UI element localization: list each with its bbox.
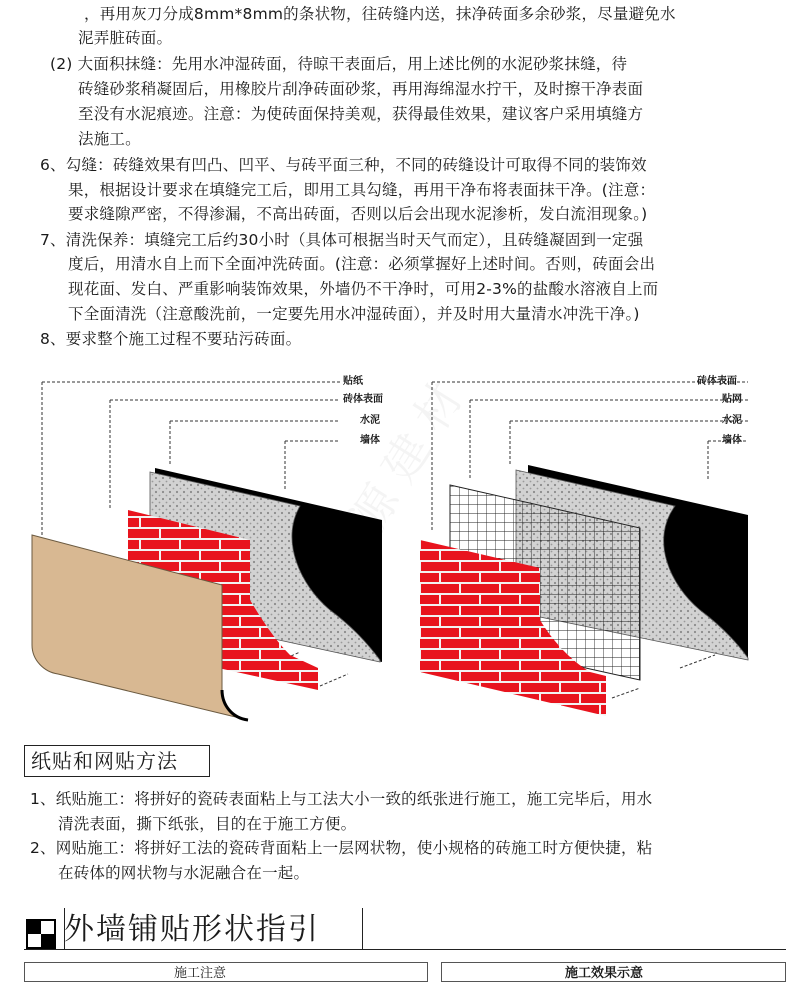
left-label-paper: 贴纸 — [343, 376, 363, 387]
method-line-1: 1、纸贴施工：将拼好的瓷砖表面粘上与工法大小一致的纸张进行施工，施工完毕后，用水 — [30, 790, 653, 808]
item-2-line-1: (2) 大面积抹缝：先用水冲湿砖面，待晾干表面后，用上述比例的水泥砂浆抹缝，待 — [50, 55, 628, 73]
right-label-wall: 墙体 — [722, 435, 742, 446]
step-7-line-2: 度后，用清水自上而下全面冲洗砖面。(注意：必须掌握好上述时间。否则，砖面会出 — [68, 255, 656, 273]
title-divider-right — [362, 908, 363, 950]
item-2-line-4: 法施工。 — [78, 130, 141, 148]
step-8-line-1: 8、要求整个施工过程不要玷污砖面。 — [40, 330, 302, 348]
item-2-line-2: 砖缝砂浆稍凝固后，用橡胶片刮净砖面砂浆，再用海绵湿水拧干，及时擦干净表面 — [78, 80, 644, 98]
left-label-wall: 墙体 — [360, 435, 380, 446]
step-7-line-3: 现花面、发白、严重影响装饰效果，外墙仍不干净时，可用2-3%的盐酸水溶液自上而 — [68, 280, 659, 298]
left-label-cement: 水泥 — [360, 415, 380, 426]
method-line-2: 清洗表面，撕下纸张，目的在于施工方便。 — [58, 815, 357, 833]
right-label-mesh: 贴网 — [722, 394, 742, 405]
method-line-4: 在砖体的网状物与水泥融合在一起。 — [58, 864, 310, 882]
left-label-tile-surface: 砖体表面 — [343, 394, 383, 405]
big-title: 外墙铺贴形状指引 — [64, 912, 320, 947]
step-6-line-1: 6、勾缝：砖缝效果有凹凸、凹平、与砖平面三种，不同的砖缝设计可取得不同的装饰效 — [40, 156, 647, 174]
intro-line-2: 泥弄脏砖面。 — [78, 29, 173, 47]
right-panel-label: 施工效果示意 — [565, 966, 644, 981]
square-bullet-icon — [26, 919, 56, 949]
section-title: 纸贴和网贴方法 — [24, 745, 210, 777]
step-6-line-3: 要求缝隙严密，不得渗漏，不高出砖面，否则以后会出现水泥渗析，发白流泪现象。) — [68, 205, 648, 223]
title-rule — [24, 949, 786, 950]
intro-line-1: ，再用灰刀分成8mm*8mm的条状物，往砖缝内送，抹净砖面多余砂浆，尽量避免水 — [84, 5, 676, 23]
method-line-3: 2、网贴施工：将拼好工法的瓷砖背面粘上一层网状物，使小规格的砖施工时方便快捷，粘 — [30, 839, 653, 857]
left-panel-label: 施工注意 — [174, 966, 227, 981]
right-label-cement: 水泥 — [722, 415, 742, 426]
right-label-tile-surface: 砖体表面 — [697, 376, 737, 387]
item-2-line-3: 至没有水泥痕迹。注意：为使砖面保持美观，获得最佳效果，建议客户采用填缝方 — [78, 105, 644, 123]
mesh-mount-diagram — [420, 382, 748, 716]
step-6-line-2: 果，根据设计要求在填缝完工后，即用工具勾缝，再用干净布将表面抹干净。(注意： — [68, 181, 656, 199]
step-7-line-1: 7、清洗保养：填缝完工后约30小时（具体可根据当时天气而定），且砖缝凝固到一定强 — [40, 231, 644, 249]
paper-mount-diagram — [32, 382, 382, 720]
step-7-line-4: 下全面清洗（注意酸洗前，一定要先用水冲湿砖面），并及时用大量清水冲洗干净。) — [68, 305, 640, 323]
